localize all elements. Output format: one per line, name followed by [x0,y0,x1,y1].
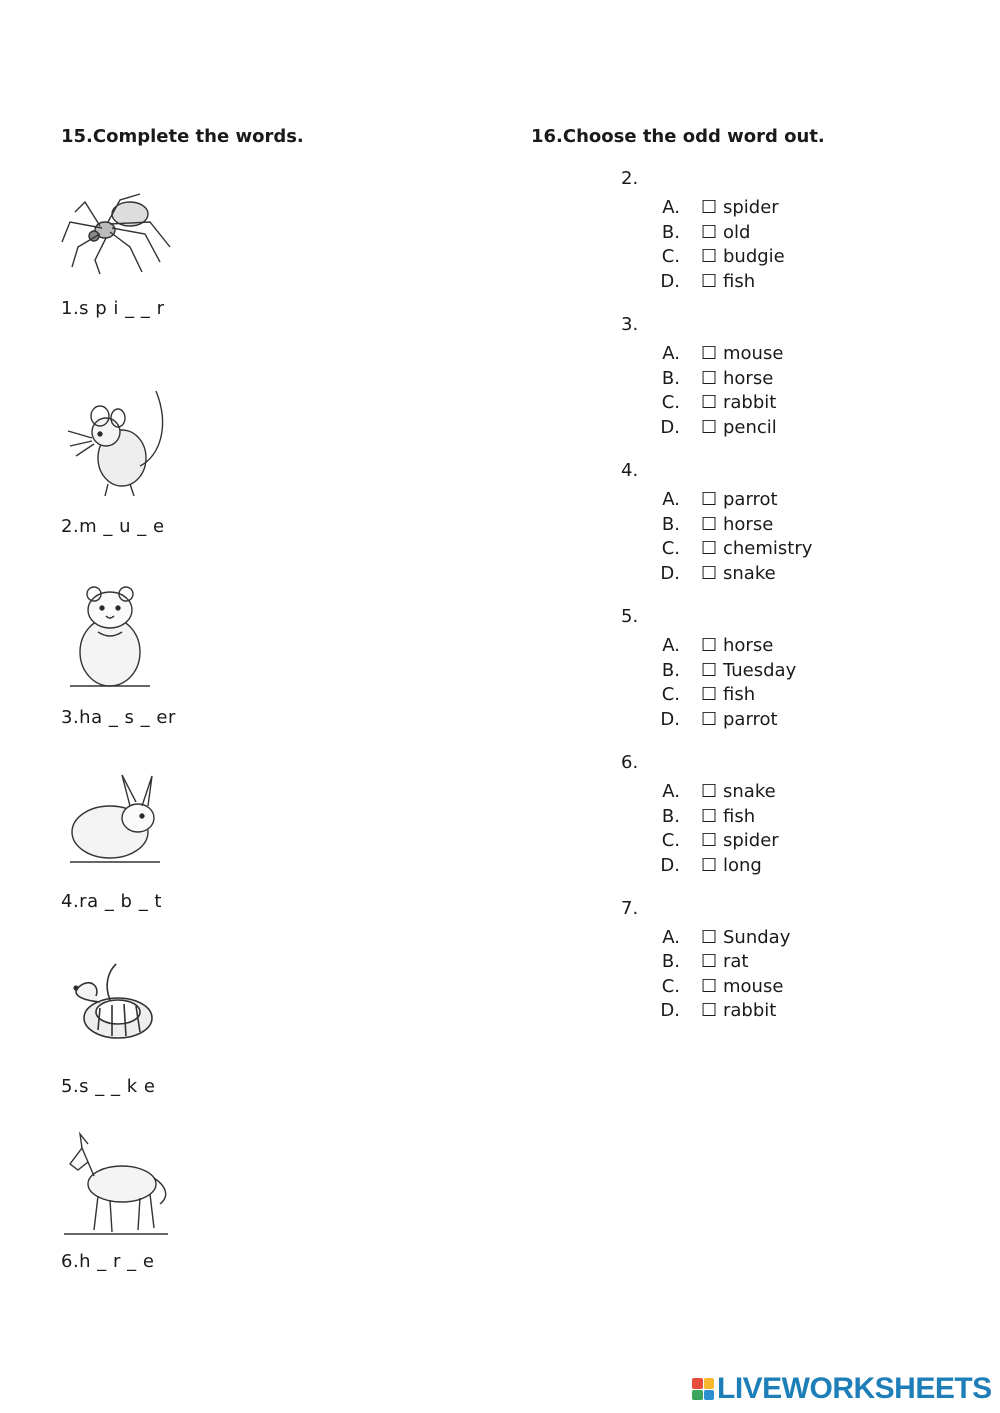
horse-icon [60,1126,172,1238]
option-letter: B. [661,368,680,389]
checkbox-icon[interactable]: ☐ [701,392,718,413]
word-puzzle: 6.h _ r _ e [61,1251,155,1272]
option-text: rat [723,951,749,972]
option-letter: C. [661,976,680,997]
word-puzzle: 2.m _ u _ e [61,516,165,537]
option-letter: A. [662,197,680,218]
checkbox-icon[interactable]: ☐ [701,806,718,827]
question-number: 6. [621,752,639,773]
word-puzzle: 4.ra _ b _ t [61,891,162,912]
question-number: 7. [621,898,639,919]
question-number: 5. [621,606,639,627]
checkbox-icon[interactable]: ☐ [701,927,718,948]
option-text: mouse [723,343,784,364]
option-letter: D. [660,563,680,584]
option-text: parrot [723,489,778,510]
option-text: spider [723,830,779,851]
option-letter: C. [661,830,680,851]
option-text: horse [723,514,774,535]
option-text: Tuesday [723,660,797,681]
hamster-icon [60,580,160,692]
option-text: pencil [723,417,777,438]
liveworksheets-logo[interactable] [692,1372,992,1406]
option-letter: A. [662,927,680,948]
checkbox-icon[interactable]: ☐ [701,660,718,681]
checkbox-icon[interactable]: ☐ [701,709,718,730]
option-letter: A. [662,781,680,802]
option-text: rabbit [723,392,777,413]
checkbox-icon[interactable]: ☐ [701,781,718,802]
section-16-title: 16.Choose the odd word out. [531,126,825,147]
word-puzzle: 3.ha _ s _ er [61,707,176,728]
option-letter: C. [661,538,680,559]
checkbox-icon[interactable]: ☐ [701,489,718,510]
logo-text: LIVEWORKSHEETS [717,1372,992,1405]
checkbox-icon[interactable]: ☐ [701,563,718,584]
checkbox-icon[interactable]: ☐ [701,635,718,656]
checkbox-icon[interactable]: ☐ [701,684,718,705]
checkbox-icon[interactable]: ☐ [701,976,718,997]
option-text: fish [723,271,756,292]
option-letter: B. [661,951,680,972]
question-number: 3. [621,314,639,335]
option-text: rabbit [723,1000,777,1021]
spider-icon [60,192,175,277]
option-text: chemistry [723,538,813,559]
option-letter: D. [660,1000,680,1021]
checkbox-icon[interactable]: ☐ [701,343,718,364]
word-puzzle: 5.s _ _ k e [61,1076,156,1097]
option-letter: B. [661,514,680,535]
option-letter: B. [661,222,680,243]
checkbox-icon[interactable]: ☐ [701,197,718,218]
word-puzzle: 1.s p i _ _ r [61,298,165,319]
checkbox-icon[interactable]: ☐ [701,855,718,876]
option-text: horse [723,635,774,656]
checkbox-icon[interactable]: ☐ [701,271,718,292]
question-number: 2. [621,168,639,189]
checkbox-icon[interactable]: ☐ [701,246,718,267]
option-letter: A. [662,489,680,510]
option-text: horse [723,368,774,389]
option-letter: C. [661,246,680,267]
option-letter: D. [660,271,680,292]
checkbox-icon[interactable]: ☐ [701,514,718,535]
section-15-title: 15.Complete the words. [61,126,304,147]
option-letter: D. [660,417,680,438]
mouse-icon [60,386,175,504]
option-text: fish [723,806,756,827]
rabbit-icon [60,770,170,868]
checkbox-icon[interactable]: ☐ [701,951,718,972]
option-letter: D. [660,709,680,730]
option-letter: C. [661,684,680,705]
checkbox-icon[interactable]: ☐ [701,538,718,559]
option-text: spider [723,197,779,218]
option-letter: B. [661,806,680,827]
checkbox-icon[interactable]: ☐ [701,1000,718,1021]
option-letter: A. [662,635,680,656]
option-text: mouse [723,976,784,997]
checkbox-icon[interactable]: ☐ [701,417,718,438]
checkbox-icon[interactable]: ☐ [701,222,718,243]
snake-icon [60,960,160,1044]
option-text: parrot [723,709,778,730]
option-text: snake [723,781,776,802]
option-text: old [723,222,751,243]
option-text: fish [723,684,756,705]
option-letter: B. [661,660,680,681]
question-number: 4. [621,460,639,481]
liveworksheets-logo-icon [692,1378,714,1400]
option-letter: A. [662,343,680,364]
option-letter: C. [661,392,680,413]
option-text: budgie [723,246,785,267]
option-text: Sunday [723,927,791,948]
option-text: snake [723,563,776,584]
checkbox-icon[interactable]: ☐ [701,830,718,851]
option-letter: D. [660,855,680,876]
option-text: long [723,855,762,876]
checkbox-icon[interactable]: ☐ [701,368,718,389]
